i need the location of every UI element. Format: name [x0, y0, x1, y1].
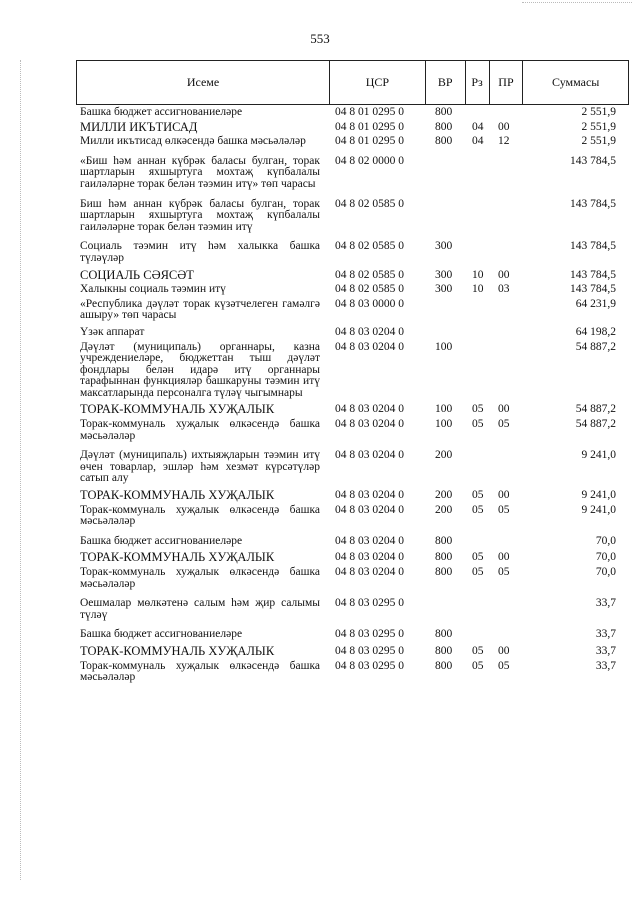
page-corner-mark: [522, 2, 632, 3]
table-row: [80, 598, 629, 621]
cell-vr: 800: [435, 120, 453, 133]
cell-rz: 04: [472, 120, 484, 133]
cell-sum: 143 784,5: [570, 268, 616, 281]
cell-sum: 54 887,2: [575, 340, 616, 353]
cell-vr: 300: [435, 268, 453, 281]
cell-name: Үзәк аппарат: [80, 325, 145, 338]
table-header: [76, 60, 629, 105]
cell-name: Торак-коммуналь хуҗалык өлкәсендә башка мәсьәләләр: [80, 659, 320, 684]
cell-name: Дәүләт (муниципаль) органнары, казна учреждениеләре, бюджеттан тыш дәүләт фондлары белән идарә итү органнары тарафыннан функцияләр башкаруны тәэмин итү максатларында персоналга түләү чыгымнары: [80, 340, 320, 399]
cell-sum: 33,7: [595, 659, 616, 672]
cell-rz: 05: [472, 566, 484, 578]
cell-sum: 70,0: [595, 534, 616, 547]
table-row: [80, 136, 629, 148]
cell-pr: 12: [498, 135, 510, 148]
cell-name: Оешмалар мөлкәтенә салым һәм җир салымы түләү: [80, 597, 320, 621]
cell-vr: 200: [435, 449, 453, 462]
cell-name: Социаль тәэмин итү һәм халыкка башка түләүләр: [80, 240, 320, 264]
cell-vr: 300: [435, 240, 453, 253]
cell-csr: 04 8 03 0204 0: [335, 503, 404, 516]
header-sum: Суммасы: [552, 75, 600, 89]
cell-csr: 04 8 03 0204 0: [335, 534, 404, 547]
cell-csr: 04 8 03 0295 0: [335, 628, 404, 641]
cell-csr: 04 8 03 0204 0: [335, 340, 404, 353]
cell-csr: 04 8 03 0204 0: [335, 449, 404, 462]
binding-margin-line: [20, 60, 21, 880]
cell-csr: 04 8 03 0295 0: [335, 659, 404, 672]
cell-csr: 04 8 03 0204 0: [335, 403, 404, 416]
cell-sum: 70,0: [595, 551, 616, 564]
cell-rz: 05: [472, 489, 484, 502]
cell-rz: 05: [472, 659, 484, 672]
cell-pr: 00: [498, 120, 510, 133]
cell-vr: 100: [435, 403, 453, 416]
cell-name: Башка бюджет ассигнованиеләре: [80, 534, 243, 547]
cell-name: СОЦИАЛЬ СӘЯСӘТ: [80, 267, 194, 282]
cell-vr: 800: [435, 628, 453, 641]
cell-rz: 05: [472, 418, 484, 431]
table-row: [80, 536, 629, 548]
cell-vr: 800: [435, 644, 453, 657]
cell-vr: 800: [435, 106, 453, 118]
table-row: [80, 629, 629, 641]
cell-name: Биш һәм аннан күбрәк баласы булган, торак шартларын яхшыртуга мохтаҗ күпбалалы гаиләләрне торак белән тәэмин итү: [80, 197, 320, 233]
cell-sum: 70,0: [595, 566, 616, 578]
cell-pr: 05: [498, 659, 510, 672]
cell-rz: 04: [472, 135, 484, 148]
cell-csr: 04 8 03 0204 0: [335, 325, 404, 338]
cell-rz: 05: [472, 551, 484, 564]
cell-sum: 2 551,9: [581, 135, 616, 148]
cell-rz: 10: [472, 268, 484, 281]
table-row: [80, 267, 629, 282]
cell-vr: 300: [435, 283, 453, 296]
header-vr: ВР: [426, 61, 466, 104]
cell-name: Дәүләт (муниципаль) ихтыяҗларын тәэмин итү өчен товарлар, эшләр һәм хезмәт күрсәтүләр сатып алу: [80, 449, 320, 485]
cell-sum: 9 241,0: [581, 503, 616, 516]
cell-vr: 200: [435, 503, 453, 516]
table-row: [80, 299, 629, 322]
cell-name: Торак-коммуналь хуҗалык өлкәсендә башка мәсьәләләр: [80, 566, 320, 590]
table-row: [80, 342, 629, 400]
cell-sum: 33,7: [595, 628, 616, 641]
cell-sum: 143 784,5: [570, 283, 616, 296]
cell-pr: 05: [498, 566, 510, 578]
header-name: Исеме: [77, 61, 330, 104]
cell-sum: 54 887,2: [575, 418, 616, 431]
cell-sum: 64 231,9: [575, 297, 616, 310]
header-pr: ПР: [490, 61, 524, 104]
cell-csr: 04 8 01 0295 0: [335, 106, 404, 118]
cell-name: Торак-коммуналь хуҗалык өлкәсендә башка мәсьәләләр: [80, 503, 320, 528]
cell-vr: 800: [435, 659, 453, 672]
table-row: [80, 107, 629, 119]
table-row: [80, 643, 629, 658]
cell-name: МИЛЛИ ИКЪТИСАД: [80, 119, 198, 134]
cell-name: «Республика дәүләт торак күзәтчелеген гамәлгә ашыру» төп чарасы: [80, 297, 320, 322]
budget-table-body: [80, 107, 629, 684]
cell-vr: 100: [435, 340, 453, 353]
table-row: [80, 450, 629, 485]
cell-csr: 04 8 01 0295 0: [335, 135, 404, 148]
cell-sum: 143 784,5: [570, 197, 616, 210]
cell-sum: 9 241,0: [581, 489, 616, 502]
cell-sum: 143 784,5: [570, 240, 616, 253]
table-row: [80, 490, 629, 502]
cell-pr: 03: [498, 283, 510, 296]
cell-pr: 00: [498, 403, 510, 416]
cell-csr: 04 8 02 0585 0: [335, 268, 404, 281]
cell-pr: 00: [498, 644, 510, 657]
table-row: [80, 199, 629, 234]
cell-name: Башка бюджет ассигнованиеләре: [80, 106, 243, 118]
header-csr: ЦСР: [330, 61, 426, 104]
cell-rz: 05: [472, 403, 484, 416]
cell-sum: 33,7: [595, 644, 616, 657]
cell-vr: 800: [435, 551, 453, 564]
cell-rz: 10: [472, 283, 484, 296]
table-row: [80, 505, 629, 528]
table-row: [80, 552, 629, 564]
cell-name: Халыкны социаль тәэмин итү: [80, 283, 226, 296]
cell-sum: 143 784,5: [570, 154, 616, 167]
cell-sum: 33,7: [595, 597, 616, 610]
cell-name: ТОРАК-КОММУНАЛЬ ХУҖАЛЫК: [80, 488, 275, 503]
table-row: [80, 419, 629, 442]
cell-csr: 04 8 02 0585 0: [335, 283, 404, 296]
cell-pr: 00: [498, 551, 510, 564]
cell-rz: 05: [472, 503, 484, 516]
table-row: [80, 661, 629, 684]
header-rz: Рз: [466, 61, 490, 104]
cell-csr: 04 8 03 0204 0: [335, 551, 404, 564]
cell-name: Башка бюджет ассигнованиеләре: [80, 628, 243, 641]
cell-pr: 00: [498, 268, 510, 281]
cell-name: ТОРАК-КОММУНАЛЬ ХУҖАЛЫК: [80, 402, 275, 417]
cell-csr: 04 8 02 0000 0: [335, 154, 404, 167]
cell-csr: 04 8 03 0000 0: [335, 297, 404, 310]
cell-name: ТОРАК-КОММУНАЛЬ ХУҖАЛЫК: [80, 550, 275, 565]
table-row: [80, 404, 629, 416]
cell-sum: 64 198,2: [575, 325, 616, 338]
table-row: [80, 284, 629, 296]
cell-pr: 05: [498, 418, 510, 431]
table-row: [80, 156, 629, 191]
cell-rz: 05: [472, 644, 484, 657]
cell-name: ТОРАК-КОММУНАЛЬ ХУҖАЛЫК: [80, 643, 275, 658]
table-row: [80, 327, 629, 339]
cell-csr: 04 8 02 0585 0: [335, 240, 404, 253]
cell-name: Милли икътисад өлкәсендә башка мәсьәләләр: [80, 135, 306, 148]
cell-csr: 04 8 03 0204 0: [335, 566, 404, 578]
cell-name: «Биш һәм аннан күбрәк баласы булган, торак шартларын яхшыртуга мохтаҗ күпбалалы гаиләләрне торак белән тәэмин итү» төп чарасы: [80, 154, 320, 190]
cell-sum: 9 241,0: [581, 449, 616, 462]
table-row: [80, 241, 629, 264]
table-row: [80, 119, 629, 134]
cell-csr: 04 8 02 0585 0: [335, 197, 404, 210]
cell-name: Торак-коммуналь хуҗалык өлкәсендә башка мәсьәләләр: [80, 418, 320, 442]
cell-csr: 04 8 03 0204 0: [335, 489, 404, 502]
cell-csr: 04 8 03 0204 0: [335, 418, 404, 431]
cell-csr: 04 8 01 0295 0: [335, 120, 404, 133]
cell-vr: 100: [435, 418, 453, 431]
cell-vr: 200: [435, 489, 453, 502]
cell-sum: 2 551,9: [581, 120, 616, 133]
table-row: [80, 567, 629, 590]
cell-pr: 00: [498, 489, 510, 502]
cell-csr: 04 8 03 0295 0: [335, 644, 404, 657]
cell-pr: 05: [498, 503, 510, 516]
page-number: 553: [310, 31, 330, 46]
cell-sum: 54 887,2: [575, 403, 616, 416]
cell-vr: 800: [435, 135, 453, 148]
cell-vr: 800: [435, 566, 453, 578]
cell-sum: 2 551,9: [581, 106, 616, 118]
cell-vr: 800: [435, 534, 453, 547]
cell-csr: 04 8 03 0295 0: [335, 597, 404, 610]
